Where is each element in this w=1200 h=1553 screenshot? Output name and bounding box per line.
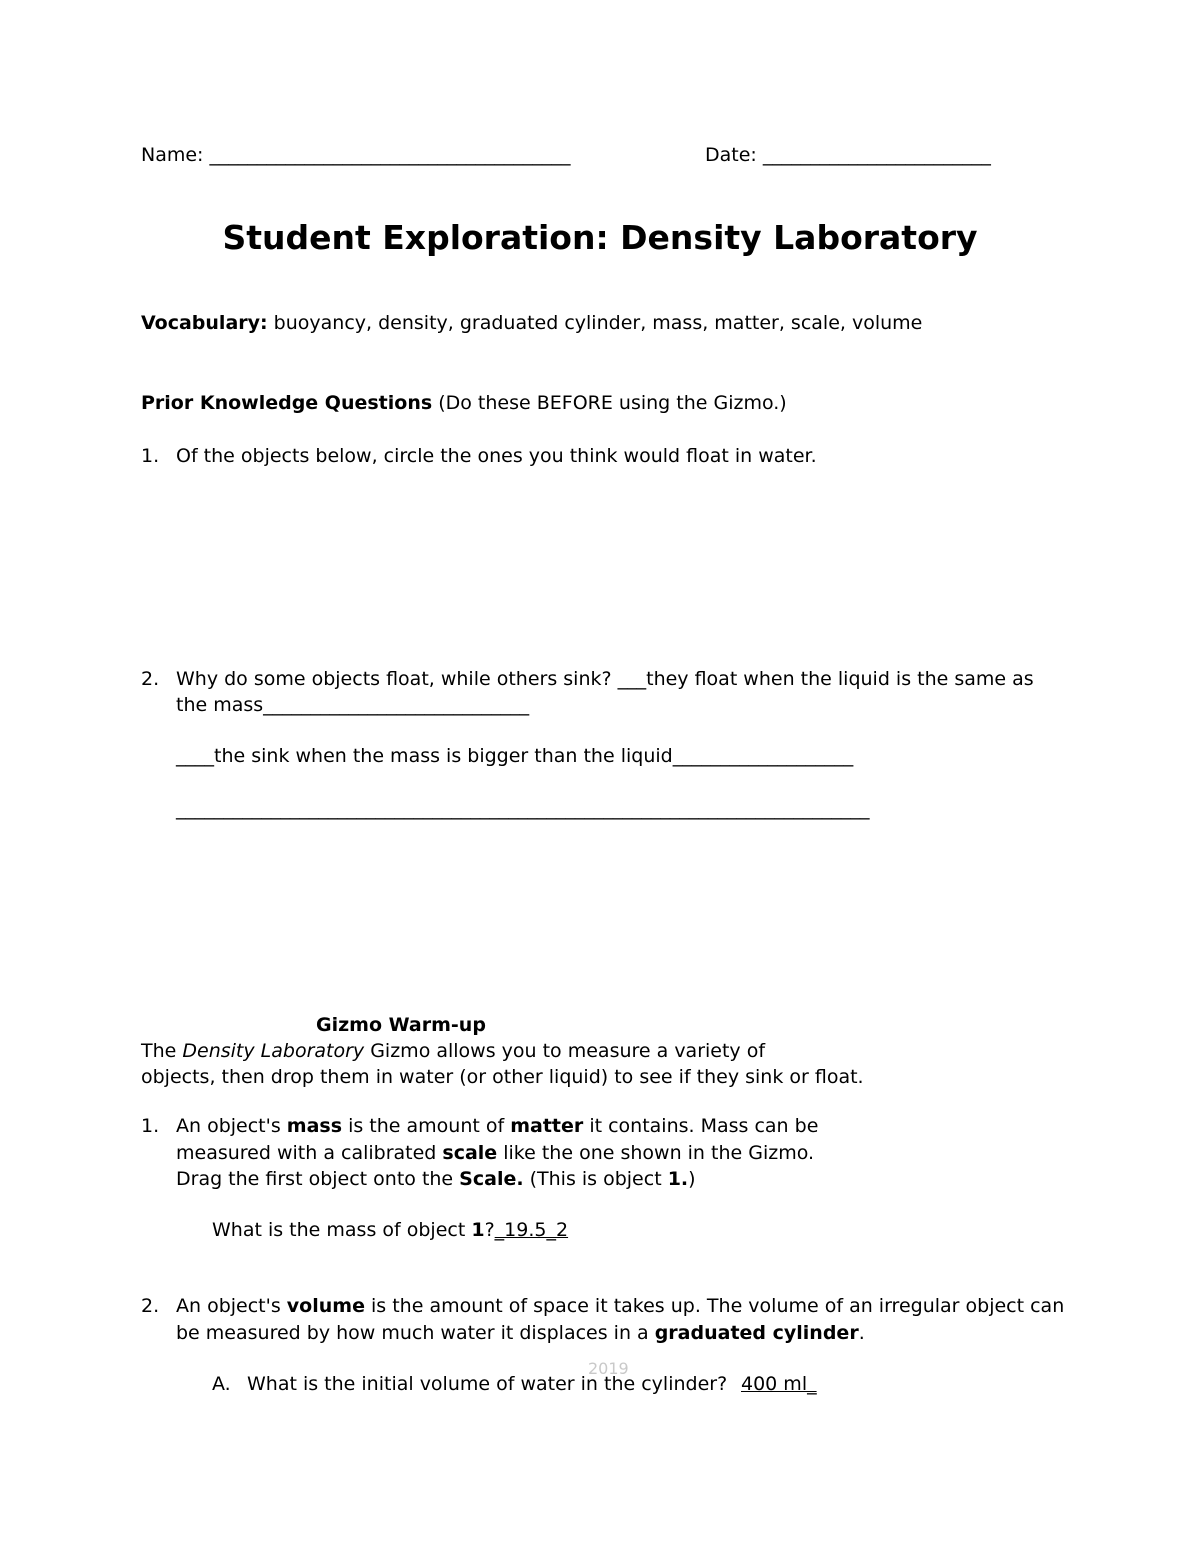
text-run: it contains. Mass can be (583, 1115, 819, 1137)
intro-pre: The (141, 1040, 183, 1062)
warmup-q1-line3 (176, 1170, 696, 1189)
warmup-q1-subquestion (212, 1221, 568, 1240)
pk-q2-number: 2. (141, 668, 160, 690)
text-run: . (858, 1322, 865, 1344)
text-run: be measured by how much water it displaces in a (176, 1322, 655, 1344)
text-run: What is the mass of object (212, 1219, 472, 1241)
term-matter: matter (510, 1115, 584, 1137)
pk-q1-number: 1. (141, 445, 160, 467)
intro-gizmo-name: Density Laboratory (182, 1040, 365, 1062)
warmup-qA-label: A. (212, 1373, 231, 1395)
pk-q2-line4[interactable]: _________________________________________________________________________ (176, 798, 870, 820)
text-run: measured with a calibrated (176, 1142, 443, 1164)
prior-knowledge-title: Prior Knowledge Questions (141, 392, 433, 414)
warmup-q1-line2 (176, 1144, 814, 1163)
volume-answer[interactable]: 400 ml_ (741, 1373, 817, 1395)
warmup-q1-line1 (176, 1117, 818, 1136)
warmup-heading-text: Gizmo Warm-up (316, 1014, 486, 1036)
text-run: ? (484, 1219, 495, 1241)
text-run: Drag the first object onto the (176, 1168, 460, 1190)
pk-q2-line2[interactable]: the mass____________________________ (176, 694, 530, 716)
warmup-heading (316, 1016, 486, 1035)
date-line (705, 146, 991, 165)
text-run: like the one shown in the Gizmo. (497, 1142, 815, 1164)
page-title: Student Exploration: Density Laboratory (222, 218, 978, 257)
date-label: Date: (705, 144, 757, 166)
name-label: Name: (141, 144, 204, 166)
date-blank[interactable]: ________________________ (762, 144, 991, 166)
term-mass: mass (286, 1115, 343, 1137)
warmup-intro-line2: objects, then drop them in water (or other liquid) to see if they sink or float. (141, 1066, 864, 1088)
name-line (141, 146, 571, 165)
intro-post: Gizmo allows you to measure a variety of (364, 1040, 766, 1062)
pk-q2-line1[interactable]: Why do some objects float, while others sink? ___they float when the liquid is the same as (176, 668, 1034, 690)
year-watermark: 2019 (588, 1359, 629, 1378)
vocabulary-terms: buoyancy, density, graduated cylinder, mass, matter, scale, volume (273, 312, 923, 334)
text-run: An object's (176, 1115, 287, 1137)
warmup-qA-text: What is the initial volume of water in the cylinder? (247, 1373, 728, 1395)
term-scale: scale (442, 1142, 498, 1164)
text-run: is the amount of space it takes up. The volume of an irregular object can (364, 1295, 1065, 1317)
term-volume: volume (286, 1295, 365, 1317)
warmup-q1-number: 1. (141, 1115, 160, 1137)
warmup-q2-line1 (176, 1297, 1064, 1316)
text-run: is the amount of (342, 1115, 511, 1137)
name-blank[interactable]: ______________________________________ (209, 144, 571, 166)
warmup-intro-line1 (141, 1042, 765, 1061)
pk-q1-text: Of the objects below, circle the ones you think would float in water. (176, 445, 817, 467)
vocabulary-label: Vocabulary: (141, 312, 268, 334)
prior-knowledge-heading (141, 394, 787, 413)
mass-answer[interactable]: _19.5_2 (494, 1219, 569, 1241)
object-number: 1 (471, 1219, 485, 1241)
text-run: An object's (176, 1295, 287, 1317)
vocabulary-line (141, 314, 922, 333)
term-scale-instruction: Scale. (459, 1168, 524, 1190)
prior-knowledge-note: (Do these BEFORE using the Gizmo.) (438, 392, 787, 414)
pk-q2-line3[interactable]: ____the sink when the mass is bigger than the liquid___________________ (176, 745, 854, 767)
text-run: (This is object (523, 1168, 668, 1190)
term-graduated-cylinder: graduated cylinder (654, 1322, 859, 1344)
warmup-q2-number: 2. (141, 1295, 160, 1317)
warmup-q2-line2 (176, 1324, 865, 1343)
text-run: ) (688, 1168, 696, 1190)
object-number: 1. (667, 1168, 689, 1190)
